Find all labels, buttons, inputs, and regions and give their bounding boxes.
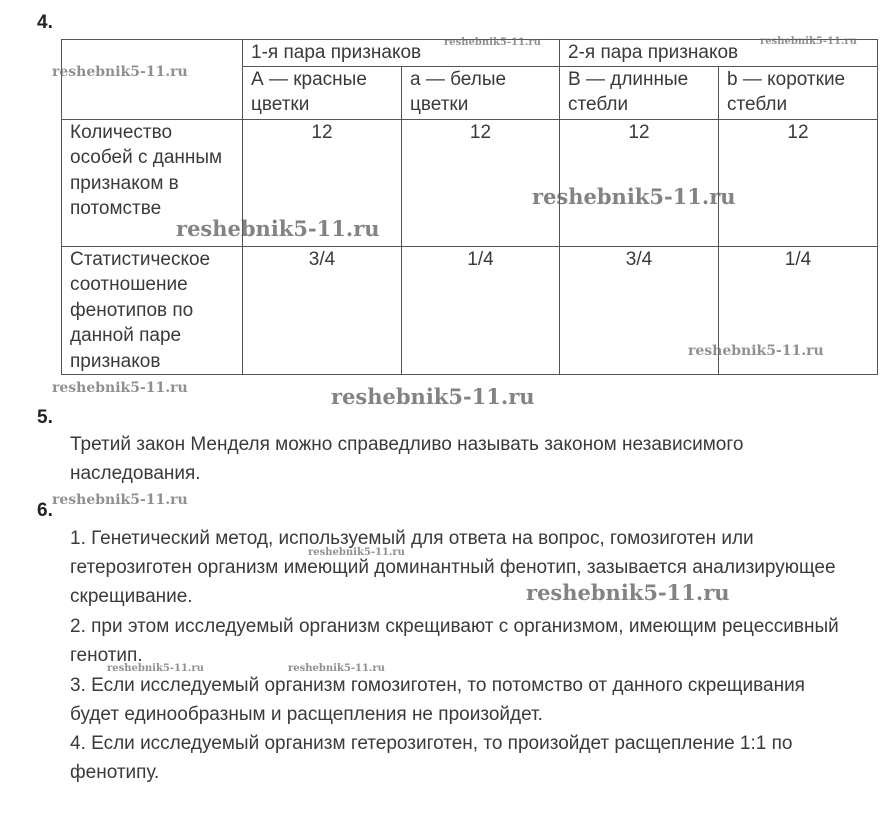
table-row	[62, 246, 878, 375]
watermark: reshebnik5-11.ru	[760, 36, 857, 47]
sub-header-a: а — белые цветки	[402, 66, 560, 119]
cell-value: 3/4	[243, 246, 402, 375]
sub-header-B: В — длинные стебли	[560, 66, 719, 119]
question-5-number: 5.	[37, 407, 53, 428]
watermark: reshebnik5-11.ru	[52, 492, 188, 508]
table-corner-cell	[62, 40, 243, 120]
question-5-answer: Третий закон Менделя можно справедливо называть законом независимого наследования.	[70, 434, 744, 484]
watermark: reshebnik5-11.ru	[308, 547, 405, 558]
answer-item-2: 2. при этом исследуемый организм скрещивают с организмом, имеющим рецессивный генотип.	[70, 616, 839, 666]
answer-item-3: 3. Если исследуемый организм гомозиготен, то потомство от данного скрещивания будет единообразным и расщепления не произойдет.	[70, 675, 805, 725]
answer-item-1: 1. Генетический метод, используемый для ответа на вопрос, гомозиготен или гетерозиготен организм имеющий доминантный фенотип, зазывается анализирующее скрещивание.	[70, 528, 836, 607]
cell-value: 12	[243, 119, 402, 246]
traits-table	[61, 39, 878, 375]
watermark: reshebnik5-11.ru	[107, 663, 204, 674]
group-header-2: 2-я пара признаков	[560, 40, 878, 67]
watermark: reshebnik5-11.ru	[52, 380, 188, 396]
cell-value: 12	[560, 119, 719, 246]
watermark: reshebnik5-11.ru	[444, 37, 541, 48]
watermark: reshebnik5-11.ru	[532, 184, 736, 209]
watermark: reshebnik5-11.ru	[331, 384, 535, 409]
table-row	[62, 119, 878, 246]
watermark: reshebnik5-11.ru	[176, 216, 380, 241]
question-6-number: 6.	[37, 500, 53, 521]
question-4-number: 4.	[37, 12, 53, 33]
sub-header-b: b — короткие стебли	[719, 66, 878, 119]
cell-value: 3/4	[560, 246, 719, 375]
group-header-1: 1-я пара признаков	[243, 40, 560, 67]
cell-value: 12	[719, 119, 878, 246]
cell-value: 1/4	[402, 246, 560, 375]
row-label: Статистическое соотношение фенотипов по данной паре признаков	[62, 246, 243, 375]
watermark: reshebnik5-11.ru	[688, 343, 824, 359]
group-header-row	[62, 40, 878, 67]
answer-item-4: 4. Если исследуемый организм гетерозиготен, то произойдет расщепление 1:1 по фенотипу.	[70, 733, 793, 783]
watermark: reshebnik5-11.ru	[526, 580, 730, 605]
cell-value: 1/4	[719, 246, 878, 375]
row-label: Количество особей с данным признаком в потомстве	[62, 119, 243, 246]
watermark: reshebnik5-11.ru	[52, 64, 188, 80]
watermark: reshebnik5-11.ru	[288, 663, 385, 674]
cell-value: 12	[402, 119, 560, 246]
sub-header-A: А — красные цветки	[243, 66, 402, 119]
